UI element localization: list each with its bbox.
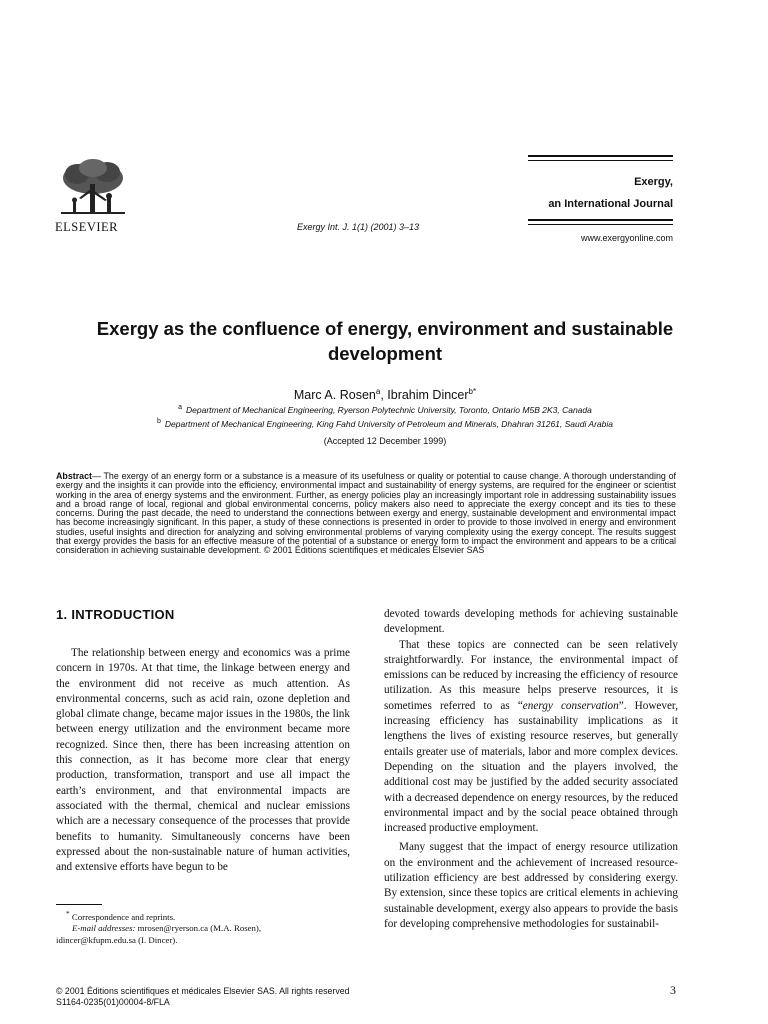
- affiliation-b-mark: b: [157, 418, 161, 425]
- paragraph: Many suggest that the impact of energy resource utilization on the environment and the achievement of increased resource-utilization efficiency are best addressed by considering exergy. By extension, since these topics are critical elements in achieving sustainable development, exergy also appears to provide the basis for developing comprehensive methodologies for sustainabil-: [384, 841, 679, 930]
- footnote-correspondence: Correspondence and reprints.: [71, 911, 176, 922]
- publisher-name: ELSEVIER: [55, 220, 119, 234]
- affiliation-a-mark: a: [178, 404, 183, 411]
- affiliation-a: $^a$ Department of Mechanical Engineering, Ryerson Polytechnic University, Toronto, Ontario M5B 2K3, Canada: [178, 404, 592, 415]
- author-dincer: Ibrahim Dincer: [387, 388, 469, 403]
- journal-citation: Exergy Int. J. 1(1) (2001) 3–13: [297, 222, 420, 232]
- journal-url[interactable]: www.exergyonline.com: [580, 233, 673, 243]
- footnote-rule: [56, 904, 102, 905]
- author-rosen: Marc A. Rosen: [293, 388, 376, 403]
- footnote: [56, 908, 356, 946]
- affiliation-b: $^b$ Department of Mechanical Engineering, King Fahd University of Petroleum and Minerals, Dhahran 31261, Saudi Arabia: [157, 418, 613, 429]
- footnote-mark: *: [66, 909, 70, 918]
- abstract-text: — The exergy of an energy form or a substance is a measure of its usefulness or quality or potential to cause change. A thorough understanding of exergy and the insights it can provide into the efficiency, environmental impact and sustainability of energy systems, are required for the engineer or scientist working in the area of energy systems and the environment. Further, as energy policies play an increasingly important role in addressing sustainability issues and a broad range of local, regional and global environmental concerns, policy makers also need to appreciate the exergy concept and its ties to these concerns. During the past decade, the need to understand the connections between exergy and energy, sustainable development and environmental impact has become increasingly significant. In this paper, a study of these connections is presented in order to provide to those involved in energy and environment studies, useful insights and direction for analyzing and solving environmental problems of varying complexity using the exergy concept. The results suggest that exergy provides the basis for an effective measure of the potential of a substance or energy form to impact the environment and appears to be a critical consideration in achieving sustainable development. © 2001 Éditions scientifiques et médicales Elsevier SAS: [56, 471, 676, 556]
- journal-rule-mid: [528, 219, 673, 221]
- emphasis: energy conservation: [522, 699, 619, 712]
- author-list: Marc A. Rosen$^a$, Ibrahim Dincer$^{b*}$: [293, 387, 477, 403]
- paragraph: devoted towards developing methods for achieving sustainable development.: [384, 608, 678, 636]
- journal-rule-mid-thin: [528, 224, 673, 225]
- elsevier-tree-logo: [55, 158, 131, 220]
- abstract: [56, 472, 676, 556]
- footer-copyright: © 2001 Éditions scientifiques et médicales Elsevier SAS. All rights reserved: [56, 986, 350, 996]
- section-heading-introduction: 1. INTRODUCTION: [56, 607, 175, 622]
- abstract-label: Abstract: [56, 471, 93, 481]
- footer-code: S1164-0235(01)00004-8/FLA: [56, 996, 170, 1007]
- footnote-email-label: E-mail addresses:: [72, 923, 136, 934]
- author-rosen-affil-mark: a: [375, 387, 381, 396]
- right-column: [384, 607, 678, 932]
- author-dincer-affil-mark: b*: [468, 387, 477, 396]
- page-footer: [56, 986, 350, 1007]
- page-number: 3: [670, 983, 676, 997]
- footnote-email-rosen[interactable]: mrosen@ryerson.ca (M.A. Rosen),: [137, 923, 262, 934]
- journal-name-line2: an International Journal: [548, 198, 673, 210]
- journal-rule-top-thin: [528, 160, 673, 161]
- paragraph: That these topics are connected can be seen relatively straightforwardly. For instance, the environmental impact of emissions can be reduced by increasing the efficiency of resource utilization. As this measure helps preserve resources, it is sometimes referred to as “energy conservation”. However, increasing efficiency has sustainability implications as it lengthens the lives of existing resource reserves, but generally entails greater use of materials, labor and more complex devices. Depending on the situation and the players involved, the additional cost may be justified by the added security associated with a decreased dependence on energy resources, by the reduced environmental impact and by the social peace obtained through increased productive employment.: [384, 638, 679, 835]
- footnote-email-dincer[interactable]: idincer@kfupm.edu.sa (I. Dincer).: [56, 934, 178, 945]
- article-title: Exergy as the confluence of energy, environment and sustainable development: [96, 318, 674, 364]
- journal-name-line1: Exergy,: [634, 176, 673, 188]
- accepted-date: (Accepted 12 December 1999): [323, 436, 447, 446]
- left-column: [56, 646, 350, 875]
- paragraph: The relationship between energy and economics was a prime concern in 1970s. At that time, the linkage between energy and the environment did not receive as much attention. As environmental concerns, such as acid rain, ozone depletion and global climate change, became major issues in the 1980s, the link between energy utilization and the environment became more recognized. Since then, there has been increasing attention on this connection, as it has become more clear that energy production, transformation, transport and use all impact the earth’s environment, and that environmental impacts are associated with the thermal, chemical and nuclear emissions which are a necessary consequence of the processes that provide benefits to humanity. Simultaneously concerns have been expressed about the non-sustainable nature of human activities, and extensive efforts have begun to be: [56, 647, 350, 874]
- journal-rule-top: [528, 155, 673, 157]
